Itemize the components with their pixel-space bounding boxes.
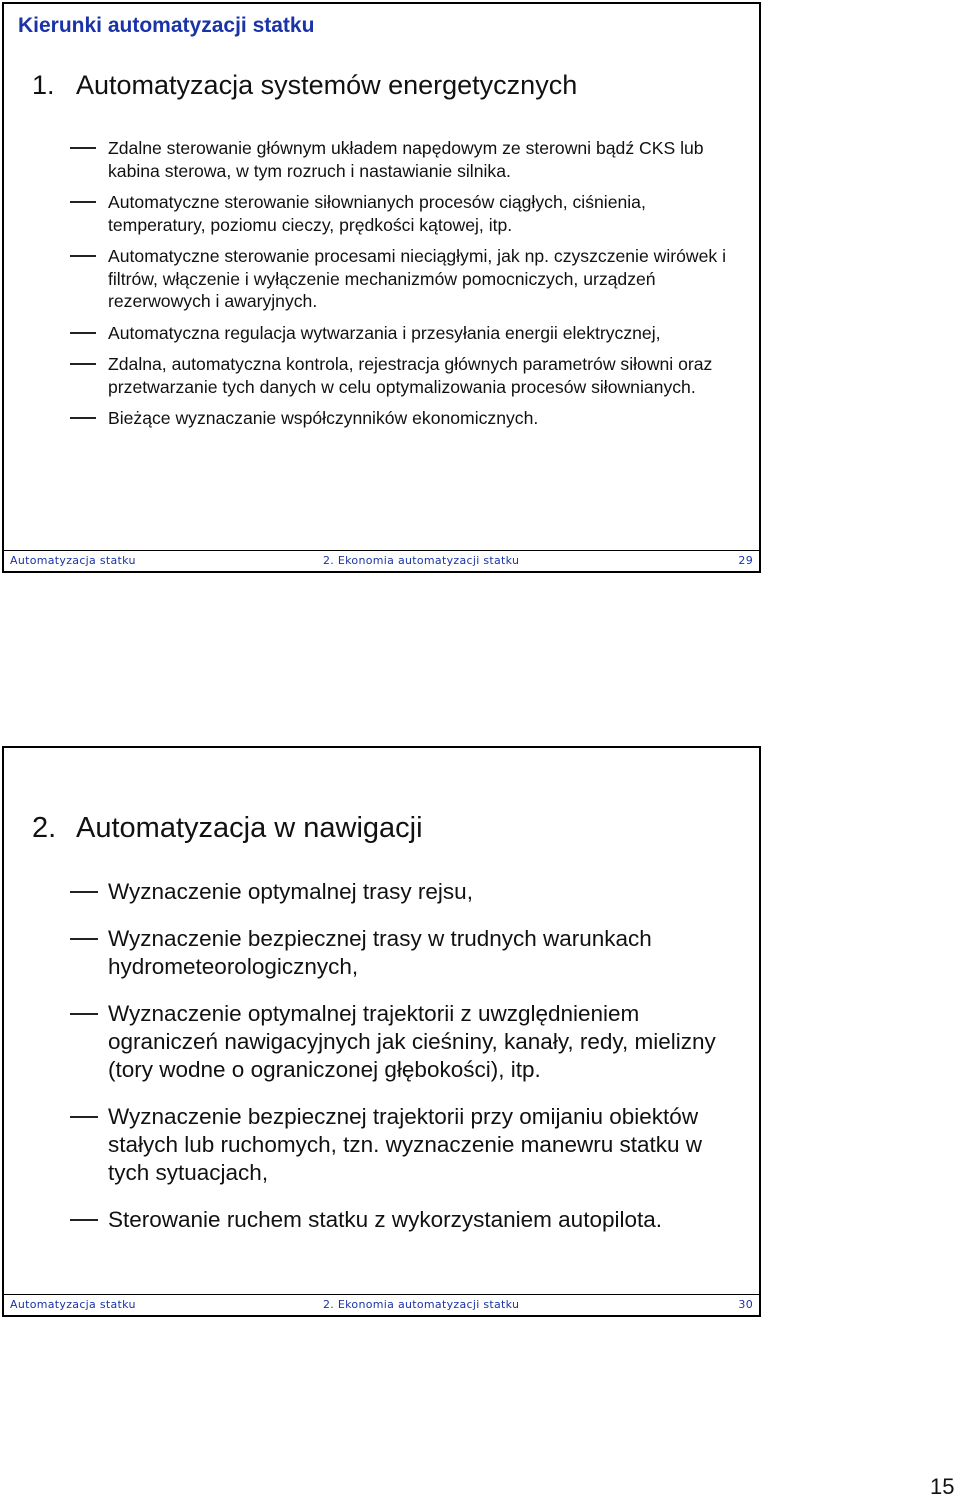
bullet-item	[4, 322, 759, 345]
bullet-text: Automatyczna regulacja wytwarzania i przesyłania energii elektrycznej,	[108, 322, 661, 343]
bullet-text: Wyznaczenie bezpiecznej trajektorii przy omijaniu obiektów stałych lub ruchomych, tzn. wyznaczenie manewru statku w tych sytuacjach,	[108, 1104, 702, 1185]
footer-chapter: 2. Ekonomia automatyzacji statku	[323, 554, 520, 567]
bullet-list	[4, 878, 759, 1253]
slide-30	[2, 746, 761, 1317]
dash-bullet-icon	[70, 255, 96, 257]
dash-bullet-icon	[70, 332, 96, 334]
slide-title-text: Automatyzacja systemów energetycznych	[76, 70, 578, 100]
dash-bullet-icon	[70, 201, 96, 203]
slide-title-number: 1.	[32, 70, 55, 100]
dash-bullet-icon	[70, 147, 96, 149]
dash-bullet-icon	[70, 363, 96, 365]
page-number: 15	[930, 1474, 955, 1499]
slide-title	[32, 70, 577, 101]
bullet-list	[4, 137, 759, 439]
bullet-text: Sterowanie ruchem statku z wykorzystaniem autopilota.	[108, 1207, 662, 1232]
slide-title	[32, 812, 423, 845]
footer-slide-number: 29	[738, 554, 753, 567]
footer-course-name: Automatyzacja statku	[10, 1298, 136, 1311]
bullet-text: Automatyczne sterowanie siłownianych procesów ciągłych, ciśnienia, temperatury, poziomu cieczy, prędkości kątowej, itp.	[108, 192, 646, 235]
bullet-text: Wyznaczenie optymalnej trasy rejsu,	[108, 879, 473, 904]
slide-title-text: Automatyzacja w nawigacji	[76, 812, 423, 844]
bullet-item	[4, 191, 759, 236]
bullet-text: Zdalne sterowanie głównym układem napędowym ze sterowni bądź CKS lub kabina sterowa, w tym rozruch i nastawianie silnika.	[108, 138, 704, 181]
dash-bullet-icon	[70, 1219, 98, 1221]
dash-bullet-icon	[70, 1013, 98, 1015]
dash-bullet-icon	[70, 891, 98, 893]
bullet-item	[4, 353, 759, 398]
slide-supertitle: Kierunki automatyzacji statku	[18, 14, 315, 37]
dash-bullet-icon	[70, 1116, 98, 1118]
bullet-item	[4, 137, 759, 182]
bullet-item	[4, 1206, 759, 1234]
bullet-text: Automatyczne sterowanie procesami nieciągłymi, jak np. czyszczenie wirówek i filtrów, włączenie i wyłączenie mechanizmów pomocniczych, urządzeń rezerwowych i awaryjnych.	[108, 246, 726, 311]
bullet-text: Zdalna, automatyczna kontrola, rejestracja głównych parametrów siłowni oraz przetwarzanie tych danych w celu optymalizowania procesów siłownianych.	[108, 354, 713, 397]
footer-slide-number: 30	[738, 1298, 753, 1311]
bullet-item	[4, 1000, 759, 1084]
dash-bullet-icon	[70, 938, 98, 940]
slide-footer	[4, 1294, 759, 1315]
slide-29	[2, 2, 761, 573]
slide-footer	[4, 550, 759, 571]
bullet-item	[4, 1103, 759, 1187]
bullet-text: Wyznaczenie optymalnej trajektorii z uwzględnieniem ograniczeń nawigacyjnych jak cieśniny, kanały, redy, mielizny (tory wodne o ograniczonej głębokości), itp.	[108, 1001, 716, 1082]
bullet-item	[4, 245, 759, 313]
bullet-item	[4, 878, 759, 906]
dash-bullet-icon	[70, 417, 96, 419]
slide-title-number: 2.	[32, 812, 57, 844]
bullet-item	[4, 407, 759, 430]
footer-chapter: 2. Ekonomia automatyzacji statku	[323, 1298, 520, 1311]
bullet-item	[4, 925, 759, 981]
footer-course-name: Automatyzacja statku	[10, 554, 136, 567]
bullet-text: Wyznaczenie bezpiecznej trasy w trudnych warunkach hydrometeorologicznych,	[108, 926, 652, 979]
bullet-text: Bieżące wyznaczanie współczynników ekonomicznych.	[108, 408, 539, 428]
